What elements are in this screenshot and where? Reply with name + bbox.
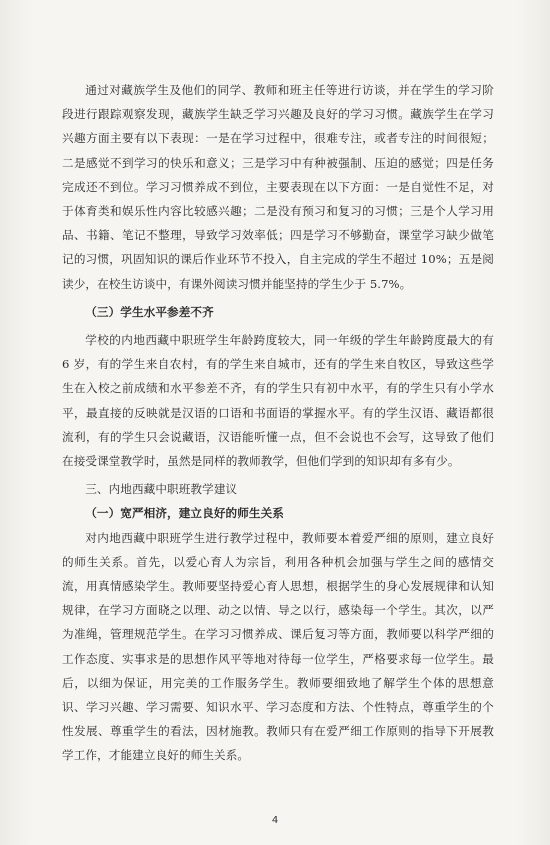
paragraph-interview-findings: 通过对藏族学生及他们的同学、教师和班主任等进行访谈，并在学生的学习阶段进行跟踪观察发现，藏族学生缺乏学习兴趣及良好的学习习惯。藏族学生在学习兴趣方面主要有以下表现：一是在学习过程中，很难专注，或者专注的时间很短；二是感觉不到学习的快乐和意义；三是学习中有种被强制、压迫的感觉；四是任务完成还不到位。学习习惯养成不到位，主要表现在以下方面：一是自觉性不足，对于体育类和娱乐性内容比较感兴趣；二是没有预习和复习的习惯；三是个人学习用品、书籍、笔记不整理，导致学习效率低；四是学习不够勤奋，课堂学习缺少做笔记的习惯，巩固知识的课后作业环节不投入，自主完成的学生不超过 10%；五是阅读少，在校生访谈中，有课外阅读习惯并能坚持的学生少于 5.7%。 [62, 83, 494, 291]
paragraph-teacher-student-relationship: 对内地西藏中职班学生进行教学过程中，教师要本着爱严细的原则，建立良好的师生关系。首先，以爱心育人为宗旨，利用各种机会加强与学生之间的感情交流，用真情感染学生。教师要坚持爱心育人思想，根据学生的身心发展规律和认知规律，在学习方面晓之以理、动之以情、导之以行，感染每一个学生。其次，以严为准绳，管理规范学生。在学习习惯养成、课后复习等方面，教师要以科学严细的工作态度、实事求是的思想作风平等地对待每一位学生，严格要求每一位学生。最后，以细为保证，用完美的工作服务学生。教师要细致地了解学生个体的思想意识、学习兴趣、学习需要、知识水平、学习态度和方法、个性特点，尊重学生的个性发展、尊重学生的看法，因材施教。教师只有在爱严细工作原则的指导下开展教学工作，才能建立良好的师生关系。 [62, 530, 494, 763]
section-heading-teaching-suggestions: 三、内地西藏中职班教学建议 [85, 482, 238, 497]
subheading-student-level: （三）学生水平参差不齐 [85, 304, 214, 319]
page-number: 4 [271, 815, 279, 826]
paragraph-student-level: 学校的内地西藏中职班学生年龄跨度较大，同一年级的学生年龄跨度最大的有 6 岁，有的学生来自农村，有的学生来自城市，还有的学生来自牧区，导致这些学生在入校之前成绩和水平参差不齐，有的学生只有初中水平，有的学生只有小学水平，最直接的反映就是汉语的口语和书面语的掌握水平。有的学生汉语、藏语都很流利，有的学生只会说藏语，汉语能听懂一点，但不会说也不会写，这导致了他们在接受课堂教学时，虽然是同样的教师教学，但他们学到的知识却有多有少。 [62, 333, 494, 469]
page-body [62, 78, 494, 768]
subheading-teacher-student-relationship: （一）宽严相济，建立良好的师生关系 [85, 506, 284, 521]
